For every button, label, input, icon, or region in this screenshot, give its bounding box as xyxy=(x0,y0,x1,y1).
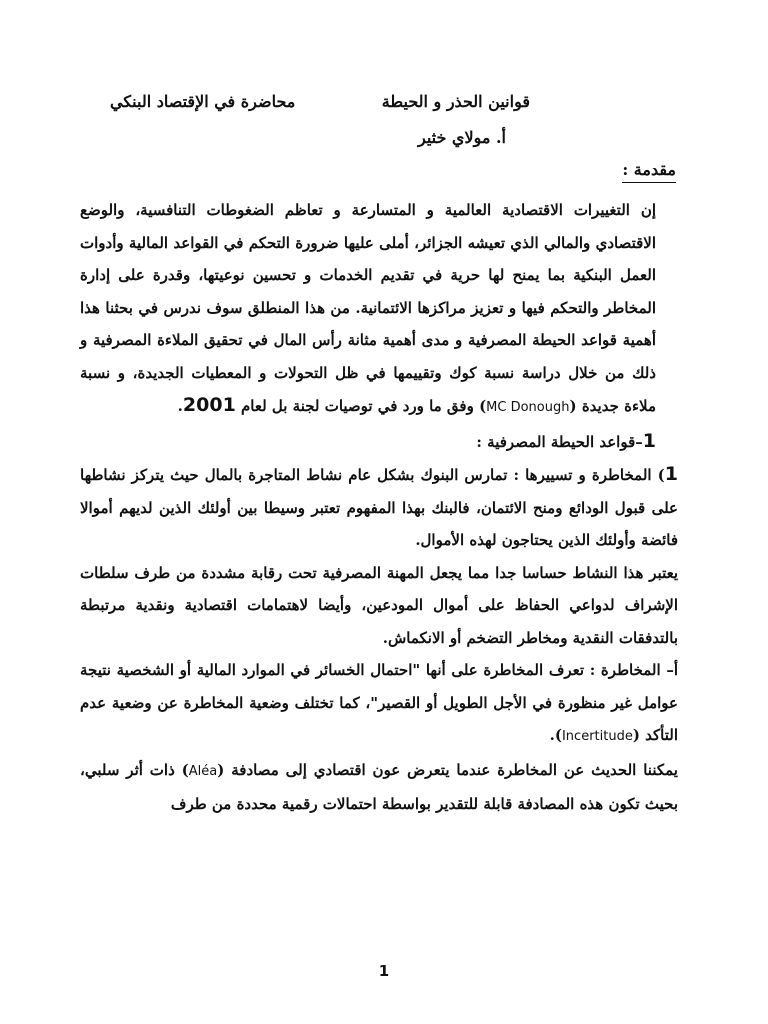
item-text: ) المخاطرة و تسييرها : تمارس البنوك بشكل عام نشاط المتاجرة بالمال حيث يتركز نشاطها على قبول الودائع ومنح الائتمان، فالبنك بهذا المفهوم تعتبر وسيطا بين أولئك الذين لديهم أموالا فائضة وأولئك الذين يحتاجون لهذه الأموال. xyxy=(80,466,678,549)
definition-paragraph xyxy=(80,654,678,754)
intro-paragraph xyxy=(80,194,678,425)
definition-text-1: أ– المخاطرة : تعرف المخاطرة على أنها "احتمال الخسائر في الموارد المالية أو الشخصية نتيجة عوامل غير منظورة في الأجل الطويل أو القصير"، كما تختلف وضعية المخاطرة عن وضعية عدم التأكد ( xyxy=(80,661,678,744)
subsection-heading xyxy=(80,425,678,459)
intro-latin-name: MC Donough xyxy=(486,400,570,415)
chance-paragraph xyxy=(80,754,678,821)
intro-year: 2001 xyxy=(182,394,236,416)
author-name: أ. مولاي خثير xyxy=(417,128,506,147)
subsection-title: –قواعد الحيطة المصرفية : xyxy=(476,432,643,451)
item-paragraph xyxy=(80,458,678,557)
document-subtitle: محاضرة في الإقتصاد البنكي xyxy=(110,92,296,111)
intro-text-1: إن التغييرات الاقتصادية العالمية و المتسارعة و تعاظم الضغوطات التنافسية، والوضع الاقتصادي والمالي الذي تعيشه الجزائر، أملى عليها ضرورة التحكم في القواعد المالية وأدوات العمل البنكية بما يمنح لها حرية في تقديم الخدمات و تحسين نوعيتها، وقدرة على إدارة المخاطر والتحكم فيها و تعزيز مراكزها الائتمانية. من هذا المنطلق سوف ندرس في بحثنا هذا أهمية قواعد الحيطة المصرفية و مدى أهمية مثانة رأس المال في تحقيق الملاءة المصرفية و ذلك من خلال دراسة نسبة كوك وتقييمها في ظل التحولات و المعطيات الجديدة، و نسبة ملاءة جديدة ( xyxy=(80,201,656,415)
chance-latin: Aléa xyxy=(188,763,218,779)
definition-latin: Incertitude xyxy=(561,729,633,744)
document-title: قوانين الحذر و الحيطة xyxy=(381,92,530,111)
page-header xyxy=(110,92,530,111)
definition-text-2: ). xyxy=(549,726,562,744)
subsection-number: 1 xyxy=(642,429,656,452)
intro-text-3: . xyxy=(177,397,183,415)
chance-text-2: ) ذات أثر سلبي، بحيث تكون هذه المصادفة قابلة للتقدير بواسطة احتمالات رقمية محددة من طرف xyxy=(80,760,678,813)
page-number: 1 xyxy=(378,962,390,980)
supervision-paragraph: يعتبر هذا النشاط حساسا جدا مما يجعل المهنة المصرفية تحت رقابة مشددة من طرف سلطات الإشراف لدواعي الحفاظ على أموال المودعين، وأيضا لاهتمامات اقتصادية ونقدية مرتبطة بالتدفقات النقدية ومخاطر التضخم أو الانكماش. xyxy=(80,563,679,647)
section-title-intro: مقدمة : xyxy=(622,160,676,183)
intro-text-2: ) وفق ما ورد في توصيات لجنة بل لعام xyxy=(235,397,487,415)
item-number: 1 xyxy=(664,463,678,485)
chance-text-1: يمكننا الحديث عن المخاطرة عندما يتعرض عون اقتصادي إلى مصادفة ( xyxy=(217,760,678,779)
document-body xyxy=(80,194,678,821)
